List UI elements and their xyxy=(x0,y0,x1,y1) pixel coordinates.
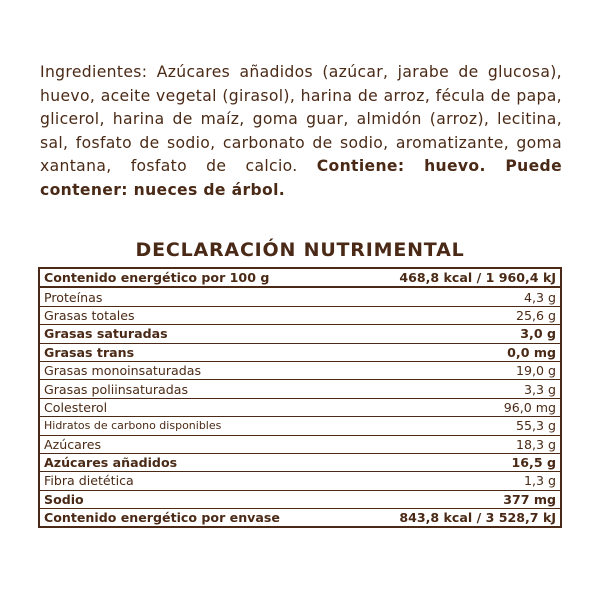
ingredients-list: Ingredientes: Azúcares añadidos (azúcar, jarabe de glucosa), huevo, aceite vegetal (girasol), harina de arroz, fécula de papa, glicerol, harina de maíz, goma guar, almidón (arroz), lecitina, sal, fosfato de sodio, carbonato de sodio, aromatizante, goma xantana, fosfato de calcio. xyxy=(40,63,562,175)
row-value: 468,8 kcal / 1 960,4 kJ xyxy=(399,270,556,286)
row-label: Grasas poliinsaturadas xyxy=(44,381,189,397)
nutrition-table xyxy=(38,267,562,528)
row-label: Azúcares xyxy=(44,436,102,452)
row-label: Grasas totales xyxy=(44,307,135,323)
table-row xyxy=(39,490,561,508)
table-row xyxy=(39,509,561,528)
table-row xyxy=(39,343,561,361)
table-row xyxy=(39,361,561,379)
table-row xyxy=(39,380,561,398)
row-label: Contenido energético por envase xyxy=(44,510,280,526)
row-label: Colesterol xyxy=(44,399,108,415)
table-row xyxy=(39,287,561,306)
row-value: 18,3 g xyxy=(515,436,556,452)
row-value: 96,0 mg xyxy=(503,399,556,415)
row-label: Hidratos de carbono disponibles xyxy=(44,419,222,433)
ingredients-text xyxy=(40,61,562,202)
table-row xyxy=(39,435,561,453)
row-label: Proteínas xyxy=(44,289,103,305)
row-label: Grasas monoinsaturadas xyxy=(44,363,202,379)
row-value: 4,3 g xyxy=(523,289,556,305)
nutrition-title: DECLARACIÓN NUTRIMENTAL xyxy=(135,239,465,261)
row-label: Fibra dietética xyxy=(44,473,134,489)
row-value: 843,8 kcal / 3 528,7 kJ xyxy=(399,510,556,526)
row-value: 16,5 g xyxy=(511,455,556,471)
row-value: 55,3 g xyxy=(515,418,556,434)
row-label: Sodio xyxy=(44,491,84,507)
row-value: 3,3 g xyxy=(523,381,556,397)
row-value: 25,6 g xyxy=(515,307,556,323)
row-label: Grasas saturadas xyxy=(44,326,168,342)
row-value: 377 mg xyxy=(503,491,556,507)
row-value: 1,3 g xyxy=(523,473,556,489)
table-row xyxy=(39,268,561,287)
row-label: Azúcares añadidos xyxy=(44,455,178,471)
row-label: Grasas trans xyxy=(44,344,135,360)
row-value: 0,0 mg xyxy=(507,344,556,360)
table-row xyxy=(39,417,561,435)
allergen-statement: Contiene: huevo. Puede contener: nueces de árbol. xyxy=(40,157,562,199)
table-row xyxy=(39,306,561,324)
table-row xyxy=(39,472,561,490)
row-value: 3,0 g xyxy=(520,326,556,342)
table-row xyxy=(39,398,561,416)
table-row xyxy=(39,453,561,471)
row-value: 19,0 g xyxy=(515,363,556,379)
row-label: Contenido energético por 100 g xyxy=(44,270,270,286)
table-row xyxy=(39,325,561,343)
